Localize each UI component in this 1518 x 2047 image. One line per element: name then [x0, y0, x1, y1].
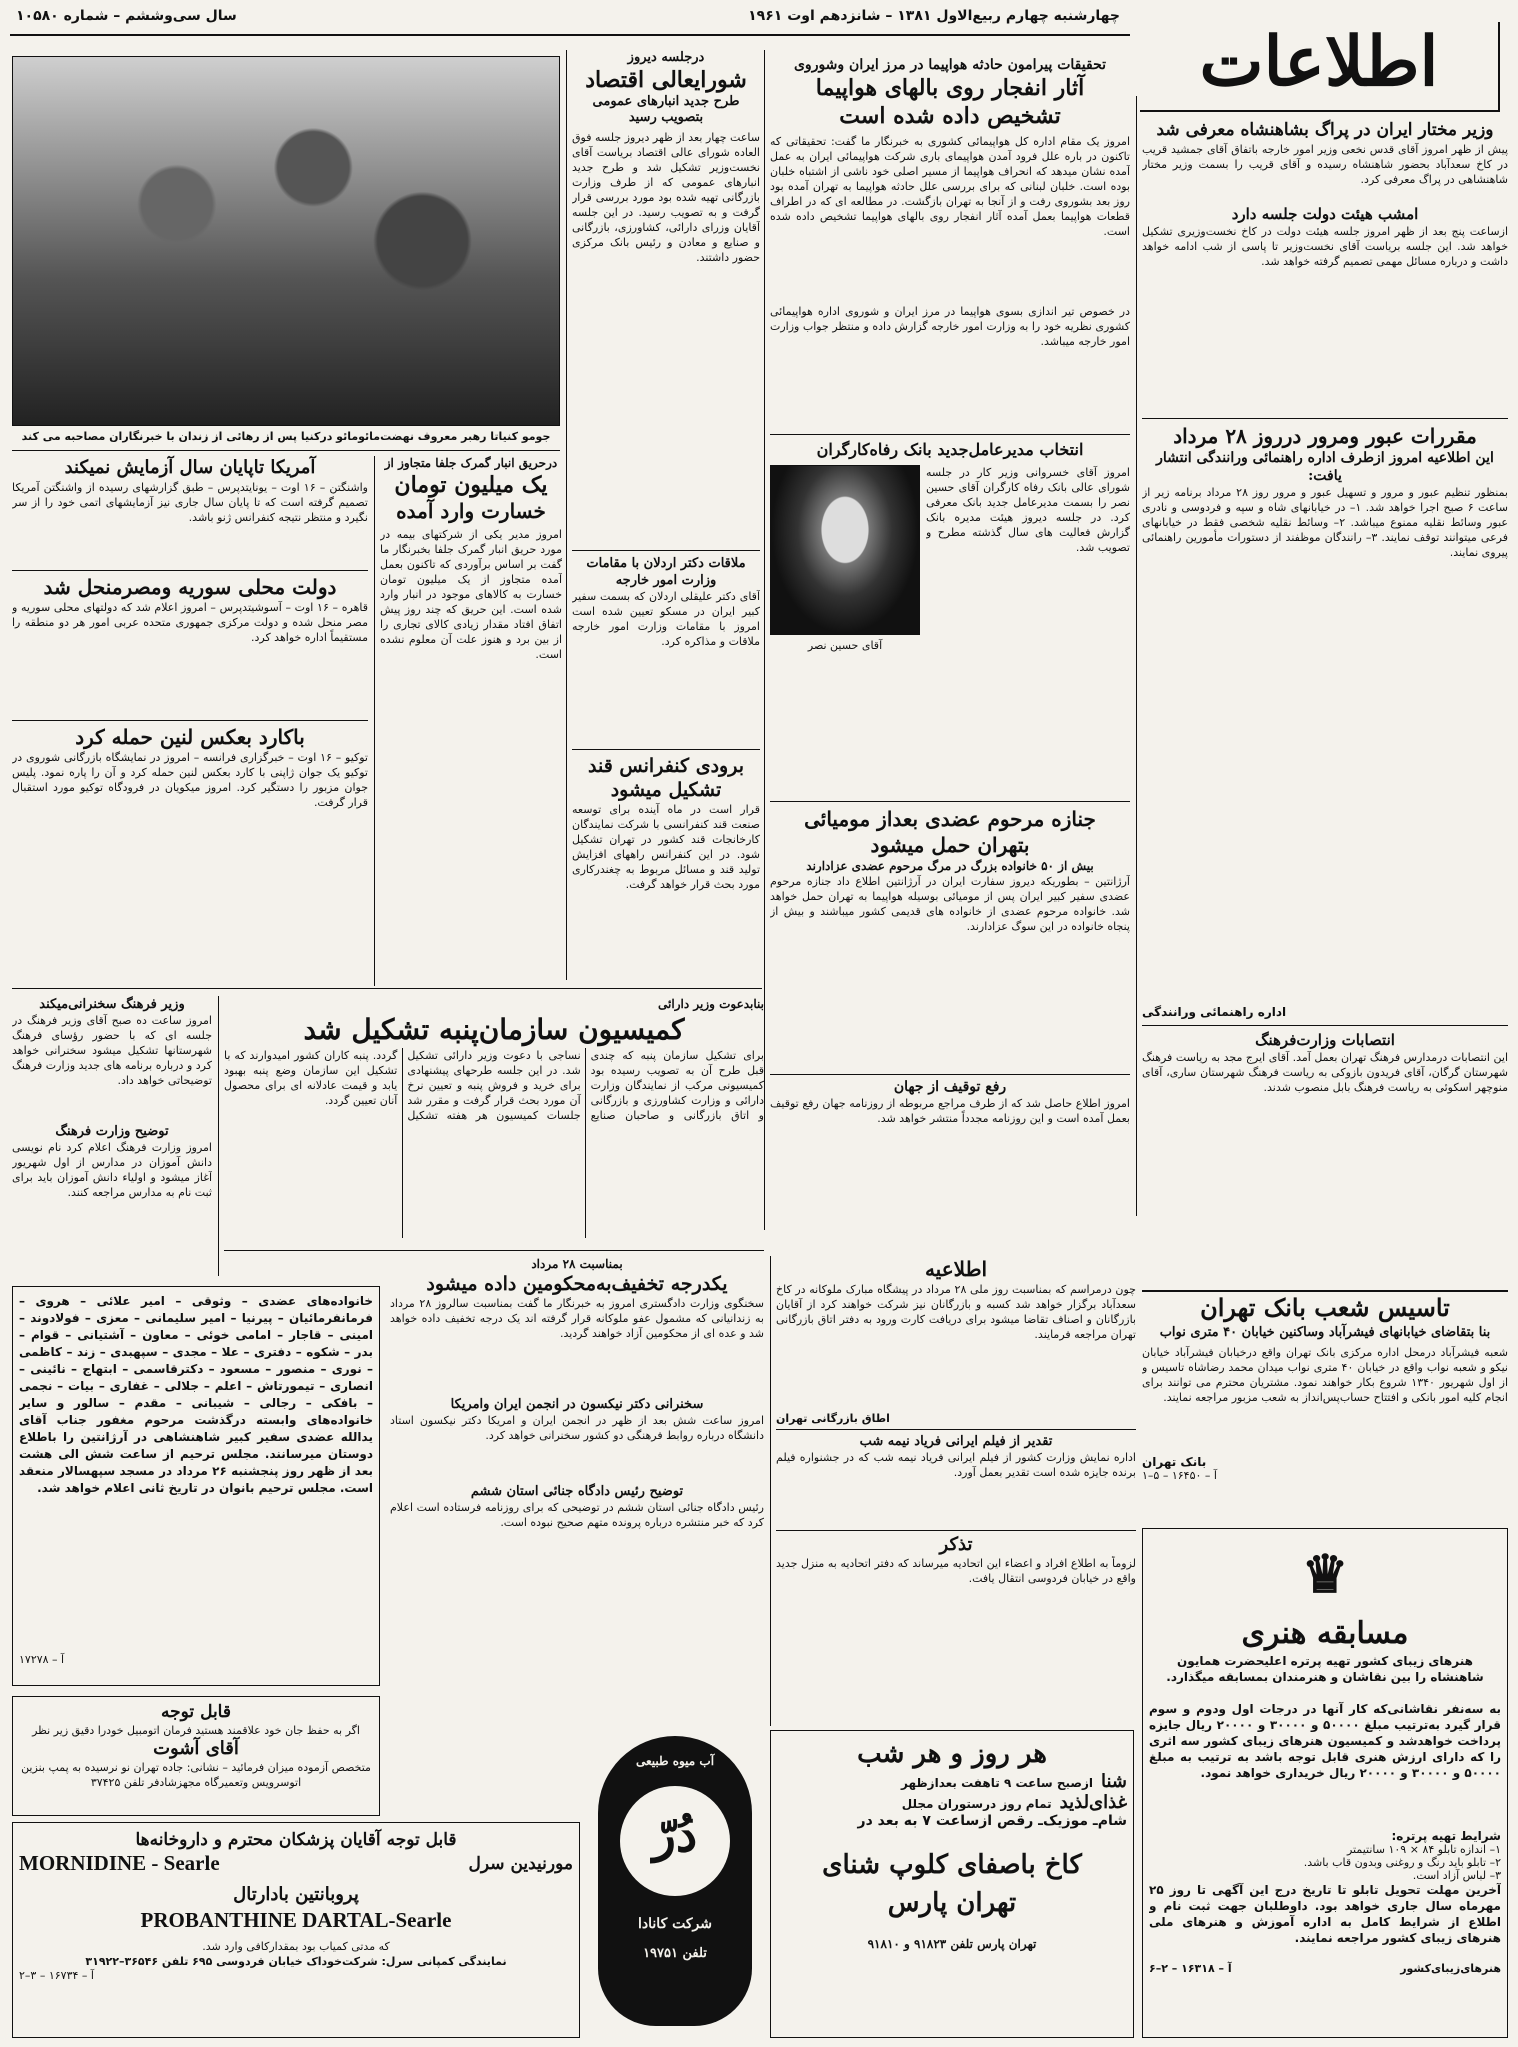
text-notice-1: اگر به حفظ جان خود علاقمند هستید فرمان اتومبیل خودرا دقیق زیر نظر	[32, 1724, 360, 1737]
headline-plane-main: آثار انفجار روی بالهای هواپیما	[815, 75, 1085, 101]
article-cotton: برای تشکیل سازمان پنبه که چندی قبل طرح آن به تصویب رسیده بود کمیسیونی مرکب از نمایندگان وزارت دارائی و وزارت کشاورزی و بازرگانی و اتاق بازرگانی و صاحبان صنایع نساجی با دعوت وزیر دارائی تشکیل شد. در این جلسه طرحهای پیشنهادی برای خرید و فروش پنبه و تعیین نرخ آن مورد بحث قرار گرفت و مقرر شد جلسات کمیسیون هر هفته تشکیل گردد. پنبه کاران کشور امیدوارند که با تشکیل این سازمان وضع پنبه بهبود یابد و قیمت عادلانه ای برای محصول آنان تعیین گردد.	[224, 1049, 764, 1122]
article-funeral: آرژانتین – بطوریکه دیروز سفارت ایران در آرژانتین اطلاع داد جنازه مرحوم عضدی سفیر کبیر ایران پس از مومیائی بوسیله هواپیما به تهران حمل خواهد شد. خانواده مرحوم عضدی از خانواده های قدیمی کشور میباشند و بیش از پنجاه خانواده در این سوگ عزادارند.	[770, 875, 1130, 933]
headline-plane-kicker: تحقیقات پیرامون حادثه هواپیما در مرز ایران وشوروی	[793, 57, 1107, 73]
article-discount: سخنگوی وزارت دادگستری امروز به خبرنگار ما گفت بمناسبت سالروز ۲۸ مرداد به زندانیانی که مشمول عفو ملوکانه قرار گرفته اند یک درجه تخفیف داده خواهد شد و عده ای از محکومین آزاد خواهند گردید.	[390, 1297, 764, 1340]
article-ardalan: آقای دکتر علیقلی اردلان که بسمت سفیر کبیر ایران در مسکو تعیین شده است امروز با مقامات وزارت امور خارجه ملاقات و مذاکره کرد.	[572, 590, 760, 648]
article-envoy: پیش از ظهر امروز آقای قدس نخعی وزیر امور خارجه باتفاق آقای جمشید قریب در کاخ سعدآباد بحضور شاهنشاه رسیده و آقای قریب را بسمت وزیر مختار شاهنشاهی در پراگ معرفی کرد.	[1142, 143, 1508, 186]
portrait-photo	[770, 465, 920, 635]
headline-culture-minister: وزیر فرهنگ سخنرانی‌میکند	[39, 997, 185, 1012]
headline-bank-branches: تاسیس شعب بانک تهران	[1200, 1293, 1450, 1322]
headline-usa-tests: آمریکا تاپایان سال آزمایش نمیکند	[64, 457, 316, 478]
article-nixon: امروز ساعت شش بعد از ظهر در انجمن ایران و امریکا دکتر نیکسون استاد دانشگاه درباره روابط فرهنگی دو کشور سخنرانی خواهد کرد.	[390, 1414, 764, 1442]
headline-traffic: مقررات عبور ومرور درروز ۲۸ مرداد	[1142, 418, 1508, 449]
name-ashot: آقای آشوت	[153, 1738, 239, 1759]
headline-pharma: قابل توجه آقایان پزشکان محترم و داروخانه‌ها	[135, 1830, 457, 1850]
club-phone: تهران پارس تلفن ۹۱۸۲۳ و ۹۱۸۱۰	[867, 1937, 1037, 1951]
column-notices	[776, 1256, 1136, 1726]
code-contest: آ – ۱۶۳۱۸ – ۲–۶	[1149, 1962, 1232, 1975]
article-culture-minister: امروز ساعت ده صبح آقای وزیر فرهنگ در جلسه ای که با حضور رؤسای فرهنگ شهرستانها تشکیل میشود سخنرانی خواهد کرد و درباره برنامه های جدید وزارت فرهنگ توضیحاتی خواهد داد.	[12, 1014, 212, 1087]
article-bank-branches: شعبه فیشرآباد درمحل اداره مرکزی بانک تهران واقع درخیابان فیشرآباد خیابان نیکو و شعبه نواب واقع در خیابان ۴۰ متری نواب میدان محمد رضاشاه تاسیس و از اول شهریور ۱۳۴۰ شروع بکار خواهند نمود. مشتریان محترم می توانند برای انجام کلیه امور بانکی و افتتاح حساب‌پس‌انداز به شعب مزبور مراجعه نمایند.	[1142, 1346, 1508, 1404]
article-sugar: قرار است در ماه آینده برای توسعه صنعت قند کنفرانسی با شرکت نمایندگان کارخانجات قند کشور در تهران تشکیل شود. در این کنفرانس راههای افزایش تولید قند و مسائل مربوط به چغندرکاری مورد بحث قرار خواهد گرفت.	[572, 803, 760, 891]
headline-ardalan: ملاقات دکتر اردلان با مقامات وزارت امور خارجه	[572, 550, 760, 589]
headline-appointments: انتصابات وزارت‌فرهنگ	[1142, 1025, 1508, 1050]
headline-jahan: رفع توقیف از جهان	[770, 1074, 1130, 1096]
column-jolfa	[380, 456, 562, 986]
article-jahan: امروز اطلاع حاصل شد که از طرف مراجع مربوطه از روزنامه جهان رفع توقیف بعمل آمده است و این روزنامه مجدداً منتشر خواهد شد.	[770, 1097, 1130, 1125]
article-jolfa: امروز مدیر یکی از شرکتهای بیمه در مورد حریق انبار گمرک جلفا بخبرنگار ما گفت بر اساس برآوردی که تاکنون بعمل آمده متجاوز از یک میلیون تومان خسارت به کالاهای موجود در انبار وارد شده است. این حریق که چند روز پیش اتفاق افتاد مقدار زیادی کالای تجاری را از بین برد و هنوز علت آن معلوم نشده است.	[380, 528, 562, 661]
text-pharma-1: که مدتی کمیاب بود بمقدارکافی وارد شد.	[202, 1940, 390, 1953]
club-city: تهران پارس	[887, 1888, 1017, 1918]
article-syria: قاهره – ۱۶ اوت – آسوشیتدپرس – امروز اعلام شد که دولتهای محلی سوریه و مصر منحل شده و دولت مرکزی جمهوری متحده عربی امور هر دو منطقه را مستقیماً اداره خواهد کرد.	[12, 601, 368, 644]
column-center-lower	[390, 1256, 764, 1726]
headline-bank-director: انتخاب مدیرعامل‌جدید بانک رفاه‌کارگران	[770, 434, 1130, 461]
text-pharma-2: نمایندگی کمپانی سرل: شرکت‌خوداک خیابان فردوسی ۶۹۵ تلفن ۳۶۵۴۶–۳۱۹۲۲	[85, 1955, 507, 1968]
issue-line: سال سی‌وششم – شماره ۱۰۵۸۰	[16, 8, 237, 24]
pharma-ad	[12, 1822, 580, 2038]
headline-discount: یکدرجه تخفیف‌به‌محکومین داده میشود	[426, 1273, 728, 1295]
column-plane	[770, 56, 1130, 1226]
code-bank: آ – ۱۶۴۵۰ – ۵–۱	[1142, 1469, 1217, 1482]
date-line: چهارشنبه چهارم ربیع‌الاول ۱۳۸۱ – شانزدهم اوت ۱۹۶۱	[748, 8, 1120, 24]
article-lenin: توکیو – ۱۶ اوت – خبرگزاری فرانسه – امروز در نمایشگاه بازرگانی شوروی در توکیو یک جوان ژاپنی با کارد بعکس لنین حمله کرد و آن را پاره نمود. پلیس جوان مزبور را دستگیر کرد. امروز میکویان در فرودگاه توکیو مورد استقبال قرار گرفت.	[12, 751, 368, 809]
article-plane-2: در خصوص تیر اندازی بسوی هواپیما در مرز ایران و شوروی اداره هواپیمائی کشوری نظریه خود را به وزارت امور خارجه گزارش داده و منتظر جواب وزارت امور خارجه میباشد.	[770, 305, 1130, 348]
headline-sugar: برودی کنفرانس قند تشکیل میشود	[572, 749, 760, 802]
article-traffic: بمنظور تنظیم عبور و مرور و تسهیل عبور و مرور روز ۲۸ مرداد برنامه زیر از ساعت ۶ صبح اجرا خواهد شد. ۱– در خیابانهای شاه و سپه و فردوسی و نادری عبور وسائط نقلیه ممنوع میباشد. ۲– وسائط نقلیه شخصی فقط در خیابانهای فرعی میتوانند توقف نمایند. ۳– رانندگان موظفند از دستورات مأمورین راهنمائی پیروی نمایند.	[1142, 486, 1508, 559]
headline-court: توضیح رئیس دادگاه جنائی استان ششم	[470, 1484, 684, 1499]
headline-economy-kicker: درجلسه دیروز	[627, 50, 705, 65]
contest-condition-1: ۱– اندازه تابلو ۸۴ × ۱۰۹ سانتیمتر	[1346, 1843, 1501, 1856]
contest-condition-3: ۳– لباس آزاد است.	[1412, 1869, 1501, 1882]
headline-funeral: جنازه مرحوم عضدی بعداز مومیائی	[770, 801, 1130, 832]
article-economy: ساعت چهار بعد از ظهر دیروز جلسه فوق العاده شورای عالی اقتصاد بریاست آقای نخست‌وزیر تشکیل شد و طرح جدید انبارهای عمومی که از طرف وزارت بازرگانی تهیه شده بود مورد بررسی قرار گرفت و به تصویب رسید. در این جلسه آقایان وزرای دارائی، کشاورزی، بازرگانی و صنایع و معادن و رئیس بانک مرکزی حضور داشتند.	[572, 131, 760, 264]
durr-brand: دُرّ	[652, 1807, 698, 1863]
headline-cotton: کمیسیون سازمان‌پنبه تشکیل شد	[303, 1013, 685, 1046]
contest-condition-2: ۲– تابلو باید رنگ و روغنی وبدون قاب باشد.	[1303, 1856, 1501, 1869]
club-name: کاخ باصفای کلوپ شنای	[822, 1850, 1082, 1880]
headline-club: هر روز و هر شب	[857, 1739, 1047, 1769]
durr-phone: تلفن ۱۹۷۵۱	[643, 1946, 707, 1961]
signature-chamber: اطاق بازرگانی تهران	[776, 1412, 890, 1425]
club-food: غذای‌لذید	[1059, 1792, 1127, 1813]
swim-club-ad	[770, 1730, 1134, 2038]
headline-contest-conditions: شرایط تهیه پرتره:	[1391, 1829, 1501, 1843]
headline-lenin: باکارد بعکس لنین حمله کرد	[12, 720, 368, 750]
drug-probanthine: PROBANTHINE DARTAL-Searle	[140, 1908, 452, 1932]
column-culture	[12, 996, 212, 1276]
headline-nixon: سخنرانی دکتر نیکسون در انجمن ایران وامریکا	[450, 1397, 704, 1412]
subhead-traffic: این اطلاعیه امروز ازطرف اداره راهنمائی ورانندگی انتشار یافت:	[1156, 450, 1494, 484]
headline-culture-notice: توضیح وزارت فرهنگ	[55, 1124, 169, 1139]
headline-contest: مسابقه هنری	[1241, 1616, 1409, 1651]
headline-economy: شورایعالی اقتصاد	[585, 67, 747, 93]
text-contest-deadline: آخرین مهلت تحویل تابلو تا تاریخ درج این آگهی تا روز ۲۵ مهرماه سال جاری خواهد بود. داوطلبان جهت ثبت نام و اطلاع از شرایط کامل به اداره آموزش و هنرهای ملی هنرهای زیبای کشور مراجعه نمایند.	[1149, 1883, 1501, 1945]
durr-company: شرکت کانادا	[638, 1916, 712, 1932]
text-contest-prizes: به سه‌نفر نقاشانی‌که کار آنها در درجات اول ودوم و سوم قرار گیرد به‌ترتیب مبلغ ۵۰۰۰۰ و ۳۰۰۰۰ و ۲۰۰۰۰ ریال جایزه پرداخت خواهدشد و کمیسیون هنرهای زیبای کشور سه اثری را که دارای ارزش هنری قابل توجه باشد به ترتیب به مبلغ ۵۰۰۰۰ و ۳۰۰۰۰ و ۲۰۰۰۰ ریال خریداری خواهد نمود.	[1149, 1702, 1501, 1780]
text-notice-2: متخصص آزموده میزان فرمائید – نشانی: جاده تهران نو نرسیده به پمپ بنزین اتوسرویس وتعمیرگاه مجهزشادفر تلفن ۳۷۴۲۵	[21, 1761, 371, 1789]
art-contest-ad	[1142, 1528, 1508, 2038]
obituary-box	[12, 1286, 380, 1686]
club-swim: شنا	[1101, 1771, 1127, 1792]
article-court: رئیس دادگاه جنائی استان ششم در توضیحی که برای روزنامه فرستاده است اعلام کرد که خبر منتشره درباره پرونده متهم صحیح نبوده است.	[390, 1501, 764, 1529]
signature-bank: بانک تهران	[1142, 1455, 1207, 1469]
headline-jolfa: یک میلیون تومان	[394, 472, 548, 498]
subhead-bank-branches: بنا بتقاضای خیابانهای فیشرآباد وساکنین خیابان ۴۰ متری نواب	[1159, 1325, 1491, 1340]
article-plane: امروز یک مقام اداره کل هواپیمائی کشوری به خبرنگار ما گفت: تحقیقاتی که تاکنون در باره علل فرود آمدن هواپیمای باری شرکت هواپیمائی ایران به عمل آمده نشان میدهد که انحراف هواپیما از مسیر اصلی خود ناشی از اشتباه خلبان بوده است. خلبان لبنانی که برای بررسی علل حادثه هواپیما به تهران آمده بود روز بعد بشوروی رفت و از آنجا به تهران بازگشت. در مطالعه ای که در اطراف قطعات هواپیما بعمل آمده آثار انفجار روی بالهای هواپیما تشخیص داده شده است.	[770, 135, 1130, 238]
article-reminder: لزوماً به اطلاع افراد و اعضاء این اتحادیه میرساند که دفتر اتحادیه به منزل جدید واقع در خیابان فردوسی انتقال یافت.	[776, 1557, 1136, 1585]
headline-discount-kicker: بمناسبت ۲۸ مرداد	[531, 1257, 623, 1271]
obituary-text: خانواده‌های عضدی – وثوقی – امیر علائی – هروی – فرمانفرمائیان – پیرنیا – امیر سلیمانی – معزی – فولادوند – امینی – قاجار – امامی خوئی – معاون – آشتیانی – قوام – بدر – شکوه – دفتری – علا – مجدی – سپهبدی – زند – کاظمی – نوری – منصور – مسعود – دکترقاسمی – ابتهاج – نائینی – انصاری – تیمورتاش – اعلم – جلالی – غفاری – بیات – نجمی – بافکی – رجالی – شیبانی – مقدم – سالور و سایر خانواده‌های وابسته درگذشت مرحوم مغفور جناب آقای یدالله عضدی سفیر کبیر شاهنشاهی در آرژانتین را باطلاع دوستان میرسانند. مجلس ترحیم از ساعت شش الی هشت بعد از ظهر روز پنجشنبه ۲۶ مرداد در مسجد سپهسالار منعقد است. مجلس ترحیم بانوان در تاریخ ثانی اعلام خواهد شد.	[19, 1294, 373, 1495]
code-pharma: آ – ۱۶۷۳۴ – ۳–۲	[19, 1969, 94, 1982]
headline-notice: قابل توجه	[161, 1702, 231, 1722]
obituary-code: آ – ۱۷۲۷۸	[19, 1653, 65, 1666]
headline-announcement: اطلاعیه	[924, 1257, 988, 1281]
crest-icon: ♛	[1301, 1544, 1349, 1605]
notice-ashot	[12, 1696, 380, 1816]
durr-drink-ad	[590, 1736, 760, 2036]
headline-envoy: وزیر مختار ایران در پراگ بشاهنشاه معرفی شد	[1156, 120, 1494, 140]
signature-contest: هنرهای‌زیبای‌کشور	[1400, 1962, 1501, 1975]
article-bank-director: امروز آقای خسروانی وزیر کار در جلسه شورای عالی بانک رفاه کارگران آقای حسین نصر را بسمت مدیرعامل جدید بانک معرفی کرد. در جلسه دیروز هیئت مدیره بانک گزارش فعالیت های سال گذشته مطرح و تصویب شد.	[926, 466, 1130, 554]
drug-mornidine-fa: مورنیدین سرل	[468, 1853, 573, 1874]
article-announcement: چون درمراسم که بمناسبت روز ملی ۲۸ مرداد در پیشگاه مبارک ملوکانه در کاخ سعدآباد برگزار خواهد شد کسبه و بازرگانان نیز شرکت خواهند کرد از آقایان بازرگانان و اصناف تقاضا میشود برای دریافت کارت ورود به دفتر اتاق بازرگانی تهران مراجعه فرمایند.	[776, 1283, 1136, 1341]
column-right	[1142, 120, 1508, 1280]
headline-plane-sub: تشخیص داده شده است	[839, 103, 1061, 129]
text-contest-intro: هنرهای زیبای کشور تهیه پرتره اعلیحضرت همایون شاهنشاه را بین نقاشان و هنرمندان بمسابقه میگذارد.	[1166, 1654, 1484, 1684]
subhead-economy: طرح جدید انبارهای عمومی بتصویب رسید	[592, 94, 740, 125]
club-swim-hours: ازصبح ساعت ۹ تاهفت بعدازظهر	[900, 1776, 1093, 1790]
article-appointments: این انتصابات درمدارس فرهنگ تهران بعمل آمد. آقای ایرج مجد به ریاست فرهنگ شهرستان گرگان، آقای فریدون بازوکی به ریاست فرهنگ شهرستان ساری، آقای منوچهر اسکوئی به ریاست فرهنگ بابل منصوب شدند.	[1142, 1051, 1508, 1094]
drug-mornidine: MORNIDINE - Searle	[19, 1851, 220, 1875]
newspaper-logo: اطلاعات	[1140, 22, 1500, 112]
kenyatta-photo	[12, 56, 560, 426]
article-culture-notice: امروز وزارت فرهنگ اعلام کرد نام نویسی دانش آموزان در مدارس از اول شهریور آغاز میشود و اولیاء دانش آموزان باید برای ثبت نام به مدارس مراجعه کنند.	[12, 1141, 212, 1199]
subhead-funeral: بیش از ۵۰ خانواده بزرگ در مرگ مرحوم عضدی عزادارند	[806, 859, 1094, 873]
column-cotton	[224, 996, 764, 1246]
portrait-caption: آقای حسین نصر	[807, 639, 883, 652]
drug-probanthine-fa: پروبانتین بادارتال	[233, 1884, 359, 1905]
headline-syria: دولت محلی سوریه ومصرمنحل شد	[12, 570, 368, 600]
bank-tehran-ad	[1142, 1290, 1508, 1520]
subhead-jolfa: خسارت وارد آمده	[396, 499, 546, 523]
headline-cotton-kicker: بنابدعوت وزیر دارائی	[658, 997, 764, 1011]
signature-traffic: اداره راهنمائی ورانندگی	[1142, 1005, 1287, 1019]
article-cabinet: ازساعت پنج بعد از ظهر امروز جلسه هیئت دولت در کاخ نخست‌وزیری تشکیل خواهد شد. این جلسه بریاست آقای نخست‌وزیر تا پاسی از شب ادامه خواهد داشت و درباره مسائل مهمی تصمیم گرفته خواهد شد.	[1142, 225, 1508, 268]
durr-tagline: آب میوه طبیعی	[635, 1754, 715, 1768]
article-usa-tests: واشنگتن – ۱۶ اوت – یونایتدپرس – طبق گزارشهای رسیده از واشنگتن آمریکا تصمیم گرفته است که تا پایان سال جاری نیز آزمایشهای اتمی خود را از سر نگیرد و منتظر نتیجه کنفرانس ژنو باشد.	[12, 481, 368, 524]
headline-cabinet: امشب هیئت دولت جلسه دارد	[1231, 205, 1419, 223]
headline-reminder: تذکر	[776, 1530, 1136, 1556]
column-world	[12, 456, 368, 986]
article-film: اداره نمایش وزارت کشور از فیلم ایرانی فریاد نیمه شب که در جشنواره فیلم برنده جایزه شده است تقدیر بعمل آورد.	[776, 1451, 1136, 1479]
club-dinner: شام‌ـ موزیک‌ـ رقص ازساعت ۷ به بعد در	[857, 1813, 1127, 1829]
headline-funeral-sub: بتهران حمل میشود	[870, 833, 1030, 857]
headline-film: تقدیر از فیلم ایرانی فریاد نیمه شب	[776, 1429, 1136, 1450]
club-food-hours: تمام روز درستوران مجلل	[901, 1797, 1052, 1811]
photo-caption: جومو کنیاتا رهبر معروف نهضت‌مائومائو درکنیا پس از رهائی از زندان با خبرنگاران مصاحبه می کند	[21, 430, 551, 443]
headline-jolfa-kicker: درحریق انبار گمرک جلفا متجاوز از	[384, 456, 558, 470]
